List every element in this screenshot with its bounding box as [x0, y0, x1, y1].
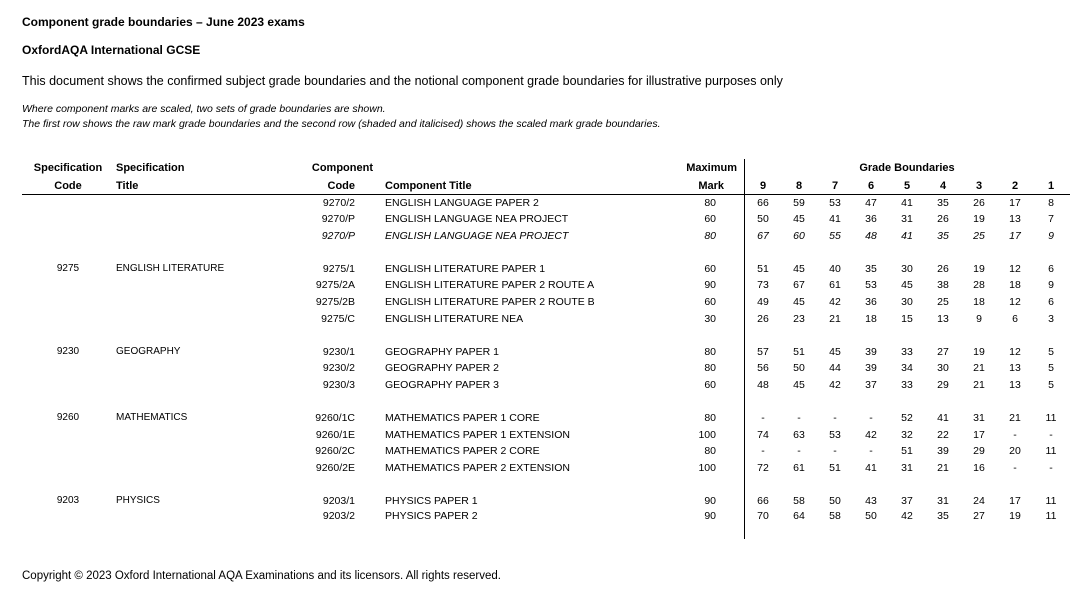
grade-boundary-cell: 61	[793, 462, 805, 474]
grade-boundary-cell: 6	[1048, 263, 1054, 275]
grade-boundary-cell: 48	[757, 379, 769, 391]
component-title: ENGLISH LANGUAGE NEA PROJECT	[385, 213, 569, 225]
grade-boundary-cell: 34	[901, 362, 913, 374]
grade-boundary-cell: 45	[829, 346, 841, 358]
header-grade-8: 8	[795, 180, 803, 192]
component-title: ENGLISH LITERATURE NEA	[385, 313, 524, 325]
grade-boundary-cell: 31	[901, 213, 913, 225]
grade-boundary-cell: 56	[757, 362, 769, 374]
max-mark: 80	[704, 412, 716, 424]
grade-boundary-cell: 21	[829, 313, 841, 325]
grade-boundary-cell: 49	[757, 296, 769, 308]
grade-boundary-cell: 30	[937, 362, 949, 374]
grade-boundary-cell: 19	[1009, 510, 1021, 522]
grade-boundary-cell: 11	[1045, 510, 1057, 522]
grade-boundary-cell: 39	[865, 362, 877, 374]
grade-boundary-cell: 21	[973, 379, 985, 391]
grade-boundary-cell: 38	[937, 279, 949, 291]
component-code: 9270/2	[322, 197, 355, 209]
grade-boundary-cell: 21	[937, 462, 949, 474]
grade-boundary-cell: 42	[901, 510, 913, 522]
copyright-notice: Copyright © 2023 Oxford International AQA Examinations and its licensors. All rights reserved.	[22, 570, 501, 582]
grade-boundary-cell: 53	[829, 197, 841, 209]
max-mark: 100	[698, 462, 716, 474]
grade-boundary-cell: 19	[973, 263, 985, 275]
grade-boundary-cell: 35	[865, 263, 877, 275]
grade-boundary-cell: 42	[829, 379, 841, 391]
grade-boundary-cell: 41	[829, 213, 841, 225]
header-component-title: Component Title	[385, 180, 472, 192]
max-mark: 80	[704, 445, 716, 457]
grade-boundary-cell: 51	[793, 346, 805, 358]
grade-boundary-cell: 35	[937, 510, 949, 522]
component-code: 9230/1	[322, 346, 355, 358]
header-grade-4: 4	[939, 180, 947, 192]
grade-boundary-cell: 18	[865, 313, 877, 325]
header-component-code-1: Component	[311, 162, 373, 174]
grade-boundary-cell: 64	[793, 510, 805, 522]
grade-boundary-cell: 19	[973, 346, 985, 358]
max-mark: 80	[704, 346, 716, 358]
grade-boundary-cell: 73	[757, 279, 769, 291]
grade-boundary-cell: 13	[1009, 213, 1021, 225]
component-title: ENGLISH LITERATURE PAPER 2 ROUTE A	[385, 279, 595, 291]
grade-boundary-cell: 11	[1045, 445, 1057, 457]
grade-boundary-cell: 35	[937, 197, 949, 209]
spec-code: 9275	[56, 263, 80, 274]
document-description: This document shows the confirmed subject grade boundaries and the notional component grade boundaries for illustrative purposes only	[22, 74, 783, 88]
component-code: 9230/3	[322, 379, 355, 391]
grade-boundary-cell: 12	[1009, 346, 1021, 358]
grade-boundary-cell: 58	[829, 510, 841, 522]
grade-boundary-cell: 27	[937, 346, 949, 358]
grade-boundary-cell: 51	[757, 263, 769, 275]
component-code: 9203/2	[322, 510, 355, 522]
grade-boundary-cell: 58	[793, 495, 805, 507]
header-grade-2: 2	[1011, 180, 1019, 192]
document-subtitle: OxfordAQA International GCSE	[22, 43, 201, 57]
grade-boundary-cell: 57	[757, 346, 769, 358]
header-spec-code-2: Code	[54, 180, 82, 192]
grade-boundary-cell: -	[797, 445, 801, 457]
grade-boundary-cell: 42	[865, 429, 877, 441]
component-title: ENGLISH LITERATURE PAPER 2 ROUTE B	[385, 296, 595, 308]
component-code: 9230/2	[322, 362, 355, 374]
component-code: 9260/1C	[315, 412, 355, 424]
grade-boundary-cell: 20	[1009, 445, 1021, 457]
grade-boundary-cell: -	[797, 412, 801, 424]
grade-boundary-cell: 67	[757, 230, 769, 242]
grade-boundary-cell: 50	[757, 213, 769, 225]
grade-boundary-cell: 39	[865, 346, 877, 358]
grade-boundary-cell: 21	[1009, 412, 1021, 424]
grade-boundary-cell: -	[761, 445, 765, 457]
grade-boundary-cell: 17	[973, 429, 985, 441]
header-grade-boundaries: Grade Boundaries	[859, 162, 955, 174]
grade-boundary-cell: 45	[793, 263, 805, 275]
grade-boundary-cell: 18	[973, 296, 985, 308]
grade-boundary-cell: -	[1013, 462, 1017, 474]
max-mark: 80	[704, 230, 716, 242]
grade-boundary-cell: 40	[829, 263, 841, 275]
grade-boundary-cell: 59	[793, 197, 805, 209]
component-title: MATHEMATICS PAPER 1 CORE	[385, 412, 540, 424]
grade-boundary-cell: 26	[973, 197, 985, 209]
grade-boundary-cell: -	[1049, 462, 1053, 474]
grade-boundary-cell: 9	[976, 313, 982, 325]
header-grade-5: 5	[903, 180, 911, 192]
component-code: 9275/1	[322, 263, 355, 275]
grade-boundary-cell: 13	[1009, 362, 1021, 374]
grade-boundary-cell: 7	[1048, 213, 1054, 225]
grade-boundary-cell: 63	[793, 429, 805, 441]
component-title: ENGLISH LANGUAGE PAPER 2	[385, 197, 539, 209]
grade-boundary-cell: 53	[865, 279, 877, 291]
grade-boundary-cell: 70	[757, 510, 769, 522]
max-mark: 90	[704, 279, 716, 291]
grade-boundary-cell: 66	[757, 495, 769, 507]
component-code: 9275/2A	[315, 279, 355, 291]
grade-boundary-cell: 6	[1012, 313, 1018, 325]
grade-boundary-cell: 41	[937, 412, 949, 424]
spec-code: 9230	[56, 346, 80, 357]
grade-boundary-cell: 48	[865, 230, 877, 242]
spec-title: ENGLISH LITERATURE	[116, 263, 225, 274]
grade-boundary-cell: 61	[829, 279, 841, 291]
grade-boundary-cell: 31	[901, 462, 913, 474]
grade-boundary-cell: 47	[865, 197, 877, 209]
header-spec-title-2: Title	[116, 180, 139, 192]
grade-boundary-cell: 45	[793, 213, 805, 225]
grade-boundary-cell: 5	[1048, 346, 1054, 358]
grade-boundary-cell: 5	[1048, 362, 1054, 374]
grade-boundary-cell: 53	[829, 429, 841, 441]
grade-boundary-cell: 8	[1048, 197, 1054, 209]
component-title: GEOGRAPHY PAPER 2	[385, 362, 499, 374]
header-component-code-2: Code	[327, 180, 355, 192]
header-divider-line	[22, 194, 1070, 195]
grade-boundary-cell: -	[869, 412, 873, 424]
grade-boundary-cell: 12	[1009, 296, 1021, 308]
document-title: Component grade boundaries – June 2023 exams	[22, 15, 305, 29]
grade-boundary-cell: 23	[793, 313, 805, 325]
grade-boundary-cell: 33	[901, 346, 913, 358]
grade-boundary-cell: 18	[1009, 279, 1021, 291]
grade-boundary-cell: 31	[973, 412, 985, 424]
spec-code: 9203	[56, 495, 80, 506]
grade-boundary-cell: 60	[793, 230, 805, 242]
grade-boundary-cell: -	[869, 445, 873, 457]
header-spec-code-1: Specification	[33, 162, 103, 174]
header-grade-9: 9	[759, 180, 767, 192]
grade-boundary-cell: 29	[937, 379, 949, 391]
max-mark: 60	[704, 296, 716, 308]
grade-boundary-cell: 72	[757, 462, 769, 474]
grade-boundary-cell: 45	[793, 379, 805, 391]
component-code: 9260/2E	[315, 462, 355, 474]
grade-boundary-cell: 39	[937, 445, 949, 457]
grade-boundary-cell: 41	[901, 230, 913, 242]
grade-boundary-cell: 19	[973, 213, 985, 225]
header-grade-1: 1	[1047, 180, 1055, 192]
grade-boundary-cell: 16	[973, 462, 985, 474]
spec-title: PHYSICS	[116, 495, 160, 506]
max-mark: 100	[698, 429, 716, 441]
header-max-mark-1: Maximum	[686, 162, 737, 174]
grade-boundary-cell: 11	[1045, 412, 1057, 424]
grade-boundary-cell: 9	[1048, 279, 1054, 291]
grade-boundary-cell: 27	[973, 510, 985, 522]
grade-boundary-cell: 13	[1009, 379, 1021, 391]
max-mark: 80	[704, 362, 716, 374]
header-max-mark-2: Mark	[698, 180, 724, 192]
grade-boundary-cell: -	[1013, 429, 1017, 441]
grade-boundary-cell: 17	[1009, 197, 1021, 209]
header-grade-3: 3	[975, 180, 983, 192]
scaling-note-line-2: The first row shows the raw mark grade boundaries and the second row (shaded and italicised) shows the scaled mark grade boundaries.	[22, 118, 661, 130]
grade-boundary-cell: 74	[757, 429, 769, 441]
grade-boundary-cell: 51	[901, 445, 913, 457]
grade-boundary-cell: 67	[793, 279, 805, 291]
grade-boundary-cell: 12	[1009, 263, 1021, 275]
grade-boundary-cell: 11	[1045, 495, 1057, 507]
grade-boundary-cell: 37	[865, 379, 877, 391]
grade-boundary-cell: 51	[829, 462, 841, 474]
component-title: PHYSICS PAPER 1	[385, 495, 478, 507]
grade-boundary-cell: 5	[1048, 379, 1054, 391]
grade-boundary-cell: 50	[793, 362, 805, 374]
grade-boundary-cell: 42	[829, 296, 841, 308]
component-code: 9203/1	[322, 495, 355, 507]
component-title: GEOGRAPHY PAPER 3	[385, 379, 499, 391]
grade-boundary-cell: 43	[865, 495, 877, 507]
grade-boundary-cell: 45	[901, 279, 913, 291]
component-code: 9270/P	[321, 230, 355, 242]
grade-boundary-cell: -	[761, 412, 765, 424]
grade-boundary-cell: 50	[865, 510, 877, 522]
component-title: ENGLISH LANGUAGE NEA PROJECT	[385, 230, 569, 242]
grade-boundary-cell: 21	[973, 362, 985, 374]
grade-boundary-cell: 28	[973, 279, 985, 291]
grade-boundary-cell: 17	[1009, 495, 1021, 507]
component-code: 9260/1E	[315, 429, 355, 441]
grade-boundary-cell: 3	[1048, 313, 1054, 325]
grade-boundary-cell: 36	[865, 296, 877, 308]
grade-boundary-cell: 24	[973, 495, 985, 507]
spec-code: 9260	[56, 412, 80, 423]
grade-boundary-cell: 22	[937, 429, 949, 441]
grade-boundary-cell: 29	[973, 445, 985, 457]
grade-boundary-cell: 36	[865, 213, 877, 225]
component-code: 9275/2B	[315, 296, 355, 308]
grade-boundary-cell: 41	[865, 462, 877, 474]
component-title: MATHEMATICS PAPER 2 EXTENSION	[385, 462, 570, 474]
grade-boundary-cell: 66	[757, 197, 769, 209]
grade-boundary-cell: 15	[901, 313, 913, 325]
max-mark: 60	[704, 263, 716, 275]
grade-boundary-cell: 25	[973, 230, 985, 242]
grade-boundary-cell: 30	[901, 263, 913, 275]
spec-title: MATHEMATICS	[116, 412, 188, 423]
max-mark: 90	[704, 495, 716, 507]
grade-boundary-cell: 33	[901, 379, 913, 391]
grade-boundary-cell: 17	[1009, 230, 1021, 242]
grade-boundary-cell: 26	[757, 313, 769, 325]
grade-boundary-cell: 55	[829, 230, 841, 242]
spec-title: GEOGRAPHY	[116, 346, 181, 357]
header-spec-title-1: Specification	[116, 162, 185, 174]
grade-boundary-cell: 25	[937, 296, 949, 308]
component-title: MATHEMATICS PAPER 1 EXTENSION	[385, 429, 570, 441]
component-title: ENGLISH LITERATURE PAPER 1	[385, 263, 546, 275]
component-title: GEOGRAPHY PAPER 1	[385, 346, 499, 358]
max-mark: 80	[704, 197, 716, 209]
max-mark: 60	[704, 379, 716, 391]
component-code: 9270/P	[321, 213, 355, 225]
grade-boundary-cell: 30	[901, 296, 913, 308]
grade-boundary-cell: 41	[901, 197, 913, 209]
max-mark: 60	[704, 213, 716, 225]
grade-boundary-cell: 32	[901, 429, 913, 441]
grade-boundary-cell: 26	[937, 263, 949, 275]
component-code: 9260/2C	[315, 445, 355, 457]
grade-boundary-cell: 6	[1048, 296, 1054, 308]
grade-column-divider-line	[744, 159, 745, 539]
max-mark: 90	[704, 510, 716, 522]
header-grade-7: 7	[831, 180, 839, 192]
component-title: PHYSICS PAPER 2	[385, 510, 478, 522]
max-mark: 30	[704, 313, 716, 325]
grade-boundary-cell: -	[833, 412, 837, 424]
grade-boundary-cell: 9	[1048, 230, 1054, 242]
grade-boundary-cell: 35	[937, 230, 949, 242]
grade-boundary-cell: 26	[937, 213, 949, 225]
grade-boundary-cell: 45	[793, 296, 805, 308]
scaling-note-line-1: Where component marks are scaled, two sets of grade boundaries are shown.	[22, 103, 386, 115]
grade-boundary-cell: 44	[829, 362, 841, 374]
component-code: 9275/C	[321, 313, 355, 325]
grade-boundary-cell: 31	[937, 495, 949, 507]
grade-boundary-cell: -	[1049, 429, 1053, 441]
grade-boundary-cell: 52	[901, 412, 913, 424]
component-title: MATHEMATICS PAPER 2 CORE	[385, 445, 540, 457]
grade-boundary-cell: -	[833, 445, 837, 457]
grade-boundary-cell: 13	[937, 313, 949, 325]
grade-boundary-cell: 37	[901, 495, 913, 507]
header-grade-6: 6	[867, 180, 875, 192]
grade-boundary-cell: 50	[829, 495, 841, 507]
